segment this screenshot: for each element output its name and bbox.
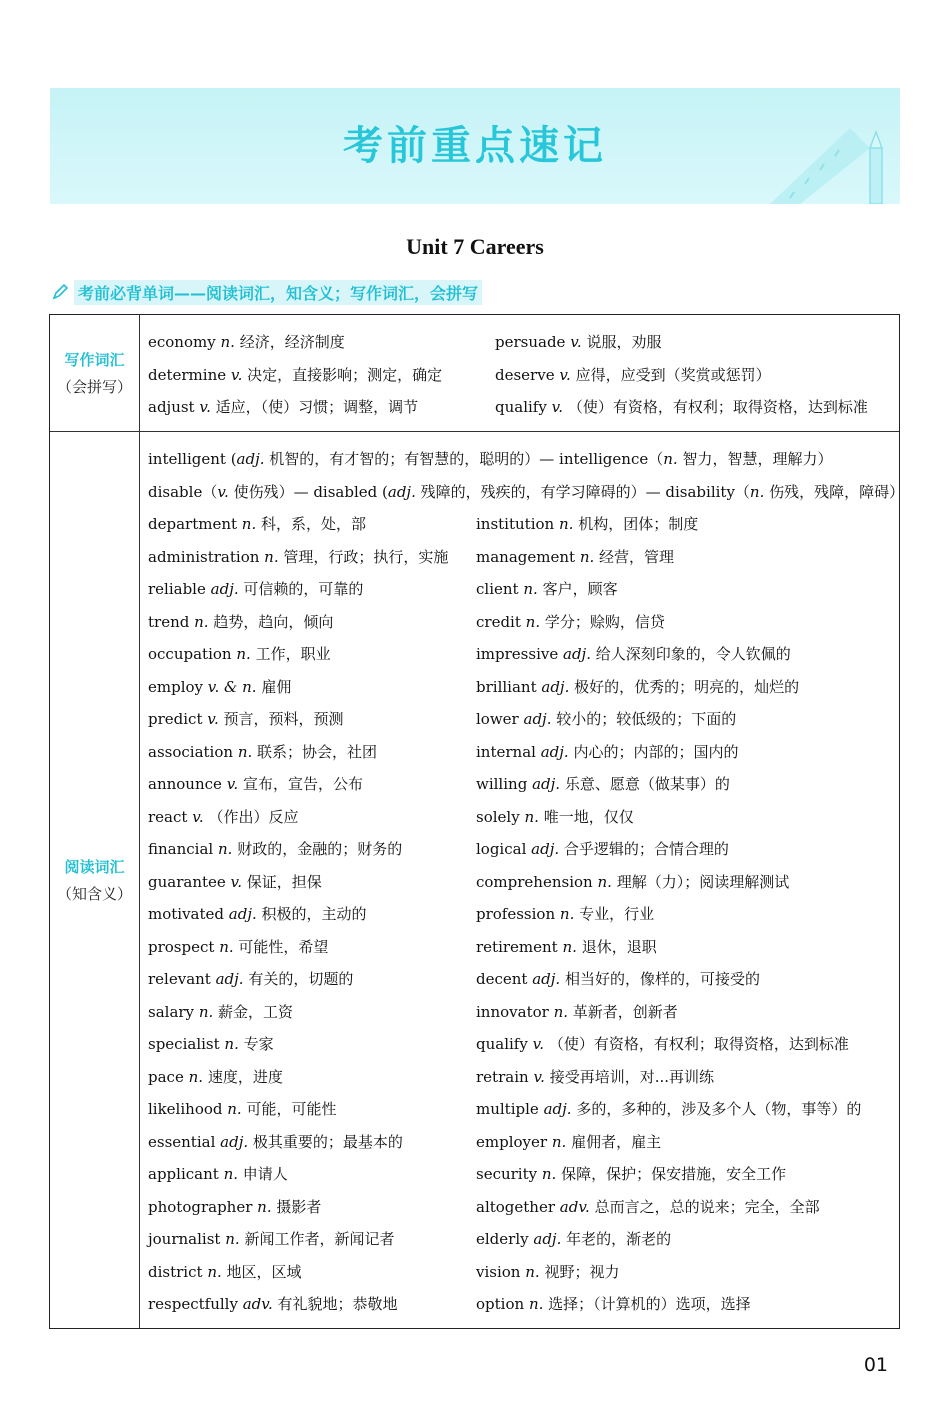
section-heading-text: 考前必背单词——阅读词汇，知含义；写作词汇，会拼写 <box>74 280 482 305</box>
vocab-word: lower <box>476 710 519 728</box>
vocab-meaning: 专业，行业 <box>579 905 655 923</box>
vocab-meaning: 雇佣者，雇主 <box>571 1132 662 1151</box>
vocab-meaning: 给人深刻印象的，令人钦佩的 <box>595 645 791 663</box>
vocab-word: adjust <box>148 398 195 416</box>
vocab-part-of-speech: n. <box>553 1002 569 1021</box>
vocab-meaning: 保证，担保 <box>246 872 322 891</box>
vocab-part-of-speech: adj. <box>236 450 265 468</box>
vocab-entry <box>495 397 868 417</box>
vocab-entry <box>476 937 657 957</box>
vocab-meaning: 可能，可能性 <box>246 1100 337 1118</box>
vocab-meaning: 科，系，处，部 <box>261 515 367 533</box>
vocab-full-line <box>148 482 904 502</box>
vocab-word: journalist <box>148 1230 221 1248</box>
vocab-word: willing <box>476 775 528 793</box>
vocab-meaning: 学分；赊购，信贷 <box>544 612 665 631</box>
vocab-entry <box>148 742 377 762</box>
vocab-meaning: 接受再培训，对...再训练 <box>549 1067 714 1086</box>
vocab-entry <box>476 904 654 924</box>
vocab-entry <box>148 514 366 534</box>
vocab-part-of-speech: n. <box>207 1262 222 1281</box>
vocab-meaning: 客户，顾客 <box>542 580 618 598</box>
vocab-entry <box>148 1067 283 1087</box>
vocab-word: department <box>148 515 238 533</box>
vocab-part-of-speech: n. <box>579 547 595 566</box>
vocab-part-of-speech: adj. <box>531 840 560 858</box>
vocab-word: association <box>148 742 234 761</box>
vocab-entry <box>495 365 771 385</box>
vocab-entry <box>476 1197 820 1217</box>
vocab-entry <box>148 1002 293 1022</box>
vocab-word: salary <box>148 1002 195 1021</box>
vocab-word: solely <box>476 807 520 826</box>
vocab-part-of-speech: n. <box>562 937 577 956</box>
vocab-part-of-speech: adj. <box>228 905 257 923</box>
vocab-entry <box>476 579 618 599</box>
vocab-meaning: 年老的，渐老的 <box>566 1230 672 1248</box>
vocab-part-of-speech: n. <box>194 612 209 631</box>
vocab-word: comprehension <box>476 872 593 891</box>
vocab-part-of-speech: n. <box>257 1197 272 1216</box>
vocab-word: reliable <box>148 580 206 598</box>
vocab-word: predict <box>148 710 203 728</box>
vocab-part-of-speech: v. <box>533 1067 545 1086</box>
vocab-meaning: 合乎逻辑的；合情合理的 <box>563 840 729 858</box>
vocab-meaning: 新闻工作者，新闻记者 <box>244 1230 395 1248</box>
vocab-part-of-speech: adj. <box>533 1230 562 1248</box>
vocab-part-of-speech: v. <box>207 710 219 728</box>
writing-label: 写作词汇 <box>64 351 125 369</box>
writing-label-cell <box>50 315 140 431</box>
reading-sublabel: （知含义） <box>56 885 132 903</box>
vocab-meaning: （使）有资格，有权利；取得资格，达到标准 <box>567 398 868 416</box>
vocab-part-of-speech: adj. <box>541 677 570 696</box>
vocab-part-of-speech: adv. <box>559 1197 590 1216</box>
vocab-meaning: 薪金，工资 <box>218 1002 294 1021</box>
vocab-word: management <box>476 547 576 566</box>
vocab-entry <box>148 1229 394 1249</box>
vocab-word: deserve <box>495 365 555 384</box>
vocab-meaning: 说服，劝服 <box>586 333 662 351</box>
vocab-meaning: 预言，预料，预测 <box>223 710 344 728</box>
vocab-word: client <box>476 580 519 598</box>
vocab-word: respectfully <box>148 1295 238 1313</box>
vocab-part-of-speech: adj. <box>215 970 244 988</box>
vocab-entry <box>148 1099 337 1119</box>
vocab-entry <box>148 579 363 599</box>
vocab-entry <box>476 742 738 762</box>
vocab-entry <box>148 1294 398 1314</box>
vocab-entry <box>148 1164 288 1184</box>
vocab-meaning: 有礼貌地；恭敬地 <box>277 1295 398 1313</box>
section-heading <box>50 279 482 305</box>
vocabulary-table <box>49 314 905 1329</box>
reading-label-cell <box>50 432 140 1328</box>
vocab-entry <box>148 839 402 859</box>
vocab-word: guarantee <box>148 872 226 891</box>
vocab-entry <box>476 644 791 664</box>
vocab-text: 伤残，残障，障碍） <box>764 482 905 501</box>
vocab-entry <box>148 969 353 989</box>
vocab-entry <box>476 872 789 892</box>
vocab-part-of-speech: adj. <box>540 742 569 761</box>
vocab-part-of-speech: n. <box>237 742 253 761</box>
vocab-part-of-speech: v. <box>217 482 229 501</box>
vocab-text: 智力，智慧，理解力） <box>677 450 833 468</box>
vocab-part-of-speech: n. <box>236 645 251 663</box>
vocab-meaning: 乐意、愿意（做某事）的 <box>564 775 730 793</box>
vocab-meaning: 内心的；内部的；国内的 <box>573 742 739 761</box>
vocab-part-of-speech: adj. <box>220 1132 249 1151</box>
vocab-meaning: 专家 <box>243 1035 274 1053</box>
vocab-part-of-speech: n. <box>524 807 539 826</box>
vocab-word: brilliant <box>476 677 537 696</box>
vocab-meaning: 极其重要的；最基本的 <box>252 1132 403 1151</box>
vocab-meaning: 较小的；较低级的；下面的 <box>556 710 737 728</box>
vocab-part-of-speech: n. <box>559 905 575 923</box>
vocab-part-of-speech: v. <box>226 775 239 793</box>
vocab-meaning: 应得，应受到（奖赏或惩罚） <box>575 365 771 384</box>
vocab-meaning: 财政的，金融的；财务的 <box>237 840 403 858</box>
vocab-word: react <box>148 807 188 826</box>
vocab-part-of-speech: adj. <box>543 1100 572 1118</box>
vocab-entry <box>148 1132 403 1152</box>
vocab-part-of-speech: v. & n. <box>207 677 257 696</box>
vocab-word: specialist <box>148 1035 220 1053</box>
vocab-meaning: 管理，行政；执行，实施 <box>283 547 449 566</box>
vocab-meaning: （使）有资格，有权利；取得资格，达到标准 <box>548 1035 849 1053</box>
vocab-word: decent <box>476 970 528 988</box>
vocab-word: relevant <box>148 970 211 988</box>
vocab-part-of-speech: n. <box>558 515 574 533</box>
vocab-meaning: 革新者，创新者 <box>572 1002 678 1021</box>
vocab-part-of-speech: v. <box>230 872 243 891</box>
vocab-part-of-speech: n. <box>188 1067 204 1086</box>
vocab-word: administration <box>148 547 260 566</box>
vocab-entry <box>148 1262 302 1282</box>
vocab-part-of-speech: n. <box>528 1295 544 1313</box>
vocab-word: determine <box>148 365 227 384</box>
vocab-word: retirement <box>476 937 558 956</box>
vocab-meaning: （作出）反应 <box>208 807 299 826</box>
vocab-entry <box>148 807 298 827</box>
banner-title: 考前重点速记 <box>343 123 607 169</box>
vocab-entry <box>476 1067 714 1087</box>
vocab-entry <box>476 1229 671 1249</box>
vocab-entry <box>495 332 661 352</box>
vocab-word: internal <box>476 742 536 761</box>
vocab-meaning: 唯一地，仅仅 <box>543 807 634 826</box>
vocab-part-of-speech: v. <box>570 333 582 351</box>
vocab-text: intelligent ( <box>148 450 237 468</box>
vocab-part-of-speech: n. <box>663 450 678 468</box>
vocab-part-of-speech: n. <box>749 482 765 501</box>
writing-sublabel: （会拼写） <box>56 378 132 396</box>
vocab-part-of-speech: adj. <box>563 645 591 663</box>
vocab-word: profession <box>476 905 556 923</box>
vocab-part-of-speech: n. <box>523 580 538 598</box>
vocab-part-of-speech: n. <box>218 840 233 858</box>
vocab-entry <box>148 365 442 385</box>
vocab-part-of-speech: adj. <box>387 482 416 501</box>
vocab-word: qualify <box>495 398 547 416</box>
vocab-word: pace <box>148 1067 184 1086</box>
vocab-meaning: 速度，进度 <box>207 1067 283 1086</box>
vocab-meaning: 工作，职业 <box>255 645 331 663</box>
vocab-entry <box>148 872 322 892</box>
vocab-entry <box>148 612 333 632</box>
vocab-part-of-speech: adj. <box>523 710 552 728</box>
vocab-part-of-speech: n. <box>223 1165 238 1183</box>
vocab-part-of-speech: n. <box>525 1262 540 1281</box>
vocab-meaning: 总而言之，总的说来；完全，全部 <box>594 1197 820 1216</box>
vocab-part-of-speech: adj. <box>532 970 561 988</box>
vocab-word: vision <box>476 1262 521 1281</box>
vocab-meaning: 有关的，切题的 <box>248 970 354 988</box>
vocab-meaning: 地区，区域 <box>226 1262 302 1281</box>
vocab-part-of-speech: n. <box>220 333 235 351</box>
vocab-word: multiple <box>476 1100 539 1118</box>
vocab-entry <box>476 547 674 567</box>
vocab-meaning: 摄影者 <box>276 1197 322 1216</box>
vocab-meaning: 多的，多种的，涉及多个人（物，事等）的 <box>576 1100 862 1118</box>
vocab-entry <box>476 1294 751 1314</box>
vocab-meaning: 视野；视力 <box>544 1262 620 1281</box>
vocab-word: photographer <box>148 1197 253 1216</box>
vocab-word: retrain <box>476 1067 529 1086</box>
vocab-entry <box>148 1197 321 1217</box>
vocab-entry <box>476 1099 861 1119</box>
vocab-meaning: 积极的，主动的 <box>261 905 367 923</box>
page-number: 01 <box>863 1354 888 1376</box>
vocab-word: credit <box>476 612 521 631</box>
vocab-part-of-speech: adj. <box>532 775 561 793</box>
vocab-meaning: 经济，经济制度 <box>239 333 345 351</box>
vocab-entry <box>476 969 760 989</box>
vocab-part-of-speech: n. <box>597 872 612 891</box>
vocab-entry <box>476 677 799 697</box>
writing-vocabulary-row <box>50 315 899 432</box>
vocab-word: financial <box>148 840 214 858</box>
vocab-entry <box>148 904 367 924</box>
vocab-entry <box>476 839 729 859</box>
pencil-icon <box>50 282 70 302</box>
vocab-entry <box>148 644 331 664</box>
vocab-meaning: 宣布，宣告，公布 <box>242 775 363 793</box>
vocab-text: disable（ <box>148 482 218 501</box>
vocab-meaning: 趋势，趋向，倾向 <box>213 612 334 631</box>
vocab-entry <box>476 807 634 827</box>
vocab-word: employ <box>148 677 204 696</box>
vocab-part-of-speech: n. <box>551 1132 567 1151</box>
vocab-entry <box>148 937 328 957</box>
vocab-part-of-speech: adv. <box>242 1295 273 1313</box>
vocab-entry <box>476 514 698 534</box>
vocab-part-of-speech: n. <box>227 1100 242 1118</box>
vocab-part-of-speech: v. <box>532 1035 545 1053</box>
vocab-word: employer <box>476 1132 548 1151</box>
vocab-meaning: 雇佣 <box>261 677 292 696</box>
vocab-word: announce <box>148 775 222 793</box>
vocab-meaning: 适应，（使）习惯；调整，调节 <box>215 398 419 416</box>
vocab-meaning: 决定，直接影响；测定，确定 <box>247 365 443 384</box>
vocab-part-of-speech: n. <box>224 1035 239 1053</box>
vocab-meaning: 申请人 <box>242 1165 288 1183</box>
vocab-part-of-speech: adj. <box>210 580 239 598</box>
vocab-word: altogether <box>476 1197 556 1216</box>
vocab-entry <box>148 774 363 794</box>
vocab-entry <box>148 397 418 417</box>
vocab-entry <box>476 774 730 794</box>
vocab-meaning: 相当好的，像样的，可接受的 <box>564 970 760 988</box>
vocab-word: motivated <box>148 905 225 923</box>
vocab-entry <box>476 1164 786 1184</box>
vocab-entry <box>476 1002 678 1022</box>
banner <box>50 88 900 204</box>
vocab-part-of-speech: n. <box>241 515 257 533</box>
vocab-word: applicant <box>148 1165 219 1183</box>
unit-title: Unit 7 Careers <box>406 234 544 259</box>
vocab-part-of-speech: n. <box>264 547 279 566</box>
vocab-entry <box>476 1034 849 1054</box>
vocab-entry <box>476 612 665 632</box>
vocab-entry <box>148 1034 274 1054</box>
vocab-word: impressive <box>476 645 559 663</box>
vocab-entry <box>148 709 344 729</box>
vocab-word: likelihood <box>148 1100 223 1118</box>
vocab-part-of-speech: v. <box>199 398 211 416</box>
vocab-word: persuade <box>495 333 566 351</box>
vocab-part-of-speech: n. <box>198 1002 214 1021</box>
vocab-entry <box>476 1132 661 1152</box>
vocab-part-of-speech: n. <box>225 1230 240 1248</box>
vocab-text: 残障的，残疾的，有学习障碍的）— disability（ <box>415 482 750 501</box>
vocab-part-of-speech: v. <box>230 365 243 384</box>
vocab-meaning: 理解（力）；阅读理解测试 <box>616 872 790 891</box>
vocab-meaning: 机构，团体；制度 <box>578 515 699 533</box>
vocab-part-of-speech: n. <box>525 612 541 631</box>
vocab-meaning: 可信赖的，可靠的 <box>243 580 364 598</box>
vocab-word: occupation <box>148 645 232 663</box>
vocab-word: elderly <box>476 1230 529 1248</box>
vocab-entry <box>476 709 736 729</box>
vocab-entry <box>148 332 345 352</box>
vocab-meaning: 经营，管理 <box>599 547 675 566</box>
vocab-meaning: 退休，退职 <box>581 937 657 956</box>
vocab-part-of-speech: n. <box>541 1165 557 1183</box>
reading-vocabulary-row <box>50 432 905 1328</box>
vocab-meaning: 联系；协会，社团 <box>257 742 378 761</box>
vocab-text: 机智的，有才智的；有智慧的，聪明的）— intelligence（ <box>264 450 664 468</box>
vocab-word: option <box>476 1295 525 1313</box>
vocab-part-of-speech: v. <box>559 365 571 384</box>
vocab-part-of-speech: n. <box>219 937 234 956</box>
vocab-meaning: 极好的，优秀的；明亮的，灿烂的 <box>574 677 800 696</box>
vocab-entry <box>476 1262 619 1282</box>
vocab-word: qualify <box>476 1035 528 1053</box>
vocab-word: innovator <box>476 1002 549 1021</box>
vocab-word: essential <box>148 1132 216 1151</box>
vocab-part-of-speech: v. <box>551 398 564 416</box>
vocab-meaning: 保障，保护；保安措施，安全工作 <box>561 1165 787 1183</box>
vocab-word: security <box>476 1165 538 1183</box>
vocab-entry <box>148 677 291 697</box>
vocab-word: trend <box>148 612 190 631</box>
vocab-word: prospect <box>148 937 215 956</box>
vocab-text: 使伤残）— disabled ( <box>228 482 388 501</box>
vocab-word: logical <box>476 840 527 858</box>
vocab-word: institution <box>476 515 555 533</box>
vocab-meaning: 选择；（计算机的）选项，选择 <box>548 1295 751 1313</box>
vocab-part-of-speech: v. <box>192 807 204 826</box>
vocab-word: district <box>148 1262 203 1281</box>
vocab-full-line <box>148 449 832 469</box>
vocab-meaning: 可能性，希望 <box>238 937 329 956</box>
reading-label: 阅读词汇 <box>64 858 125 876</box>
vocab-entry <box>148 547 448 567</box>
vocab-word: economy <box>148 333 216 351</box>
